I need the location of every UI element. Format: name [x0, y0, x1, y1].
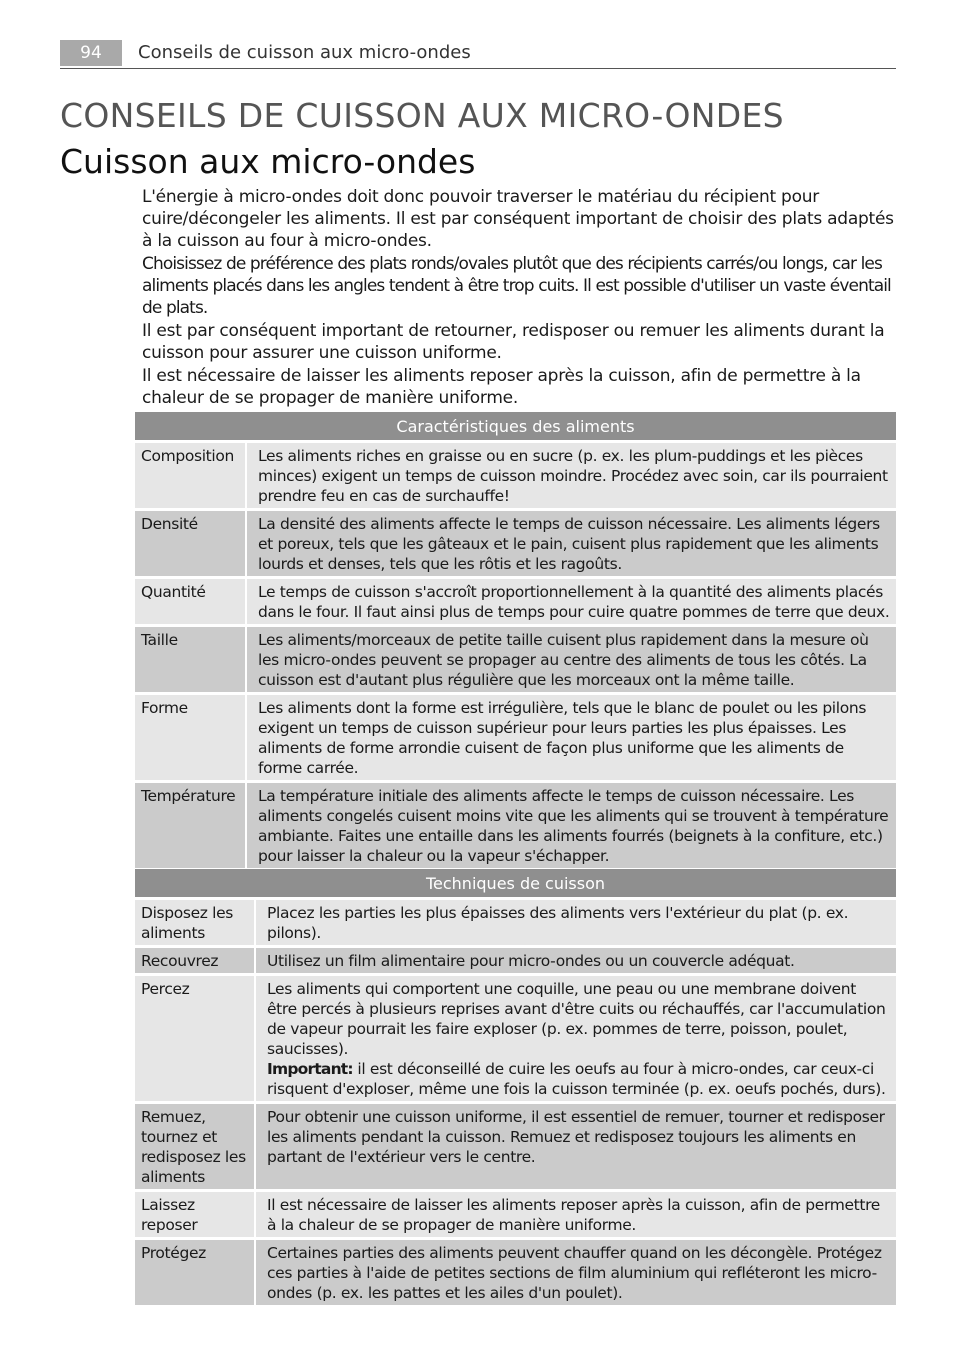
table-row [135, 443, 896, 508]
row-value: La température initiale des aliments affecte le temps de cuisson nécessaire. Les aliments congelés cuisent moins vite que les aliments qui se trouvent à température ambiante. Faites une entaille dans les aliments fourrés (beignets à la confiture, etc.) pour laisser la chaleur ou la vapeur s'échapper. [247, 783, 896, 868]
row-value: Utilisez un film alimentaire pour micro-ondes ou un couvercle adéquat. [256, 948, 896, 973]
row-value: La densité des aliments affecte le temps de cuisson nécessaire. Les aliments légers et poreux, tels que les gâteaux et le pain, cuisent plus rapidement que les aliments lourds et denses, tels que les rôtis et les ragoûts. [247, 511, 896, 576]
table-row [135, 511, 896, 576]
row-value: Les aliments dont la forme est irrégulière, tels que le blanc de poulet ou les pilons exigent un temps de cuisson supérieur pour leurs parties les plus épaisses. Les aliments de forme arrondie cuisent de façon plus uniforme que les aliments de forme carrée. [247, 695, 896, 780]
row-value: Pour obtenir une cuisson uniforme, il est essentiel de remuer, tourner et redisposer les aliments pendant la cuisson. Remuez et redisposez toujours les aliments en partant de l'extérieur vers le centre. [256, 1104, 896, 1189]
table-title: Caractéristiques des aliments [135, 412, 896, 440]
row-key: Percez [135, 976, 256, 1101]
row-value: Il est nécessaire de laisser les aliments reposer après la cuisson, afin de permettre à la chaleur de se propager de manière uniforme. [256, 1192, 896, 1237]
header-title: Conseils de cuisson aux micro-ondes [138, 42, 471, 63]
table-row [135, 627, 896, 692]
important-note: il est déconseillé de cuire les oeufs au four à micro-ondes, car ceux-ci risquent d'exploser, même une fois la cuisson terminée (p. ex. oeufs pochés, durs). [267, 1060, 886, 1098]
row-key: Composition [135, 443, 247, 508]
row-value: Les aliments/morceaux de petite taille cuisent plus rapidement dans la mesure où les micro-ondes peuvent se propager au centre des aliments de tous les côtés. La cuisson est d'autant plus régulière que les morceaux ont la même taille. [247, 627, 896, 692]
section-heading: CONSEILS DE CUISSON AUX MICRO-ONDES [60, 96, 784, 135]
row-key: Taille [135, 627, 247, 692]
row-value: Placez les parties les plus épaisses des aliments vers l'extérieur du plat (p. ex. pilons). [256, 900, 896, 945]
important-label: Important: [267, 1060, 353, 1078]
row-value: Les aliments riches en graisse ou en sucre (p. ex. les plum-puddings et les pièces minces) exigent un temps de cuisson moindre. Procédez avec soin, car ils pourraient prendre feu en cas de surchauffe! [247, 443, 896, 508]
row-key: Disposez les aliments [135, 900, 256, 945]
row-key: Densité [135, 511, 247, 576]
intro-text [142, 186, 896, 410]
page-number: 94 [60, 40, 122, 66]
row-value: Certaines parties des aliments peuvent chauffer quand on les décongèle. Protégez ces parties à l'aide de petites sections de film aluminium qui refléteront les micro-ondes (p. ex. les pattes et les ailes d'un poulet). [256, 1240, 896, 1305]
row-key: Remuez, tournez et redisposez les aliments [135, 1104, 256, 1189]
intro-paragraph: Il est nécessaire de laisser les aliments reposer après la cuisson, afin de permettre à la chaleur de se propager de manière uniforme. [142, 366, 861, 408]
row-value-text: Les aliments qui comportent une coquille, une peau ou une membrane doivent être percés à plusieurs reprises avant d'être cuits ou réchauffés, car l'accumulation de vapeur pourrait les faire exploser (p. ex. pommes de terre, poisson, poulet, saucisses). [267, 980, 886, 1058]
subsection-heading: Cuisson aux micro-ondes [60, 142, 476, 181]
row-key: Protégez [135, 1240, 256, 1305]
row-key: Recouvrez [135, 948, 256, 973]
table-row [135, 695, 896, 780]
row-key: Laissez reposer [135, 1192, 256, 1237]
cooking-techniques-table [135, 866, 896, 1308]
table-row [135, 783, 896, 868]
table-row [135, 976, 896, 1101]
intro-paragraph: Il est par conséquent important de retourner, redisposer ou remuer les aliments durant la cuisson pour assurer une cuisson uniforme. [142, 321, 885, 363]
table-row [135, 579, 896, 624]
table-row [135, 948, 896, 973]
row-value: Le temps de cuisson s'accroît proportionnellement à la quantité des aliments placés dans le four. Il faut ainsi plus de temps pour cuire quatre pommes de terre que deux. [247, 579, 896, 624]
table-row [135, 1192, 896, 1237]
row-value [256, 976, 896, 1101]
table-title: Techniques de cuisson [135, 869, 896, 897]
table-row [135, 1104, 896, 1189]
row-key: Quantité [135, 579, 247, 624]
row-key: Température [135, 783, 247, 868]
intro-paragraph: Choisissez de préférence des plats ronds/ovales plutôt que des récipients carrés/ou longs, car les aliments placés dans les angles tendent à être trop cuits. Il est possible d'utiliser un vaste éventail de plats. [142, 254, 891, 318]
table-row [135, 900, 896, 945]
intro-paragraph: L'énergie à micro-ondes doit donc pouvoir traverser le matériau du récipient pour cuire/décongeler les aliments. Il est par conséquent important de choisir des plats adaptés à la cuisson au four à micro-ondes. [142, 187, 894, 251]
page-header [60, 38, 896, 69]
food-characteristics-table [135, 409, 896, 871]
table-row [135, 1240, 896, 1305]
row-key: Forme [135, 695, 247, 780]
